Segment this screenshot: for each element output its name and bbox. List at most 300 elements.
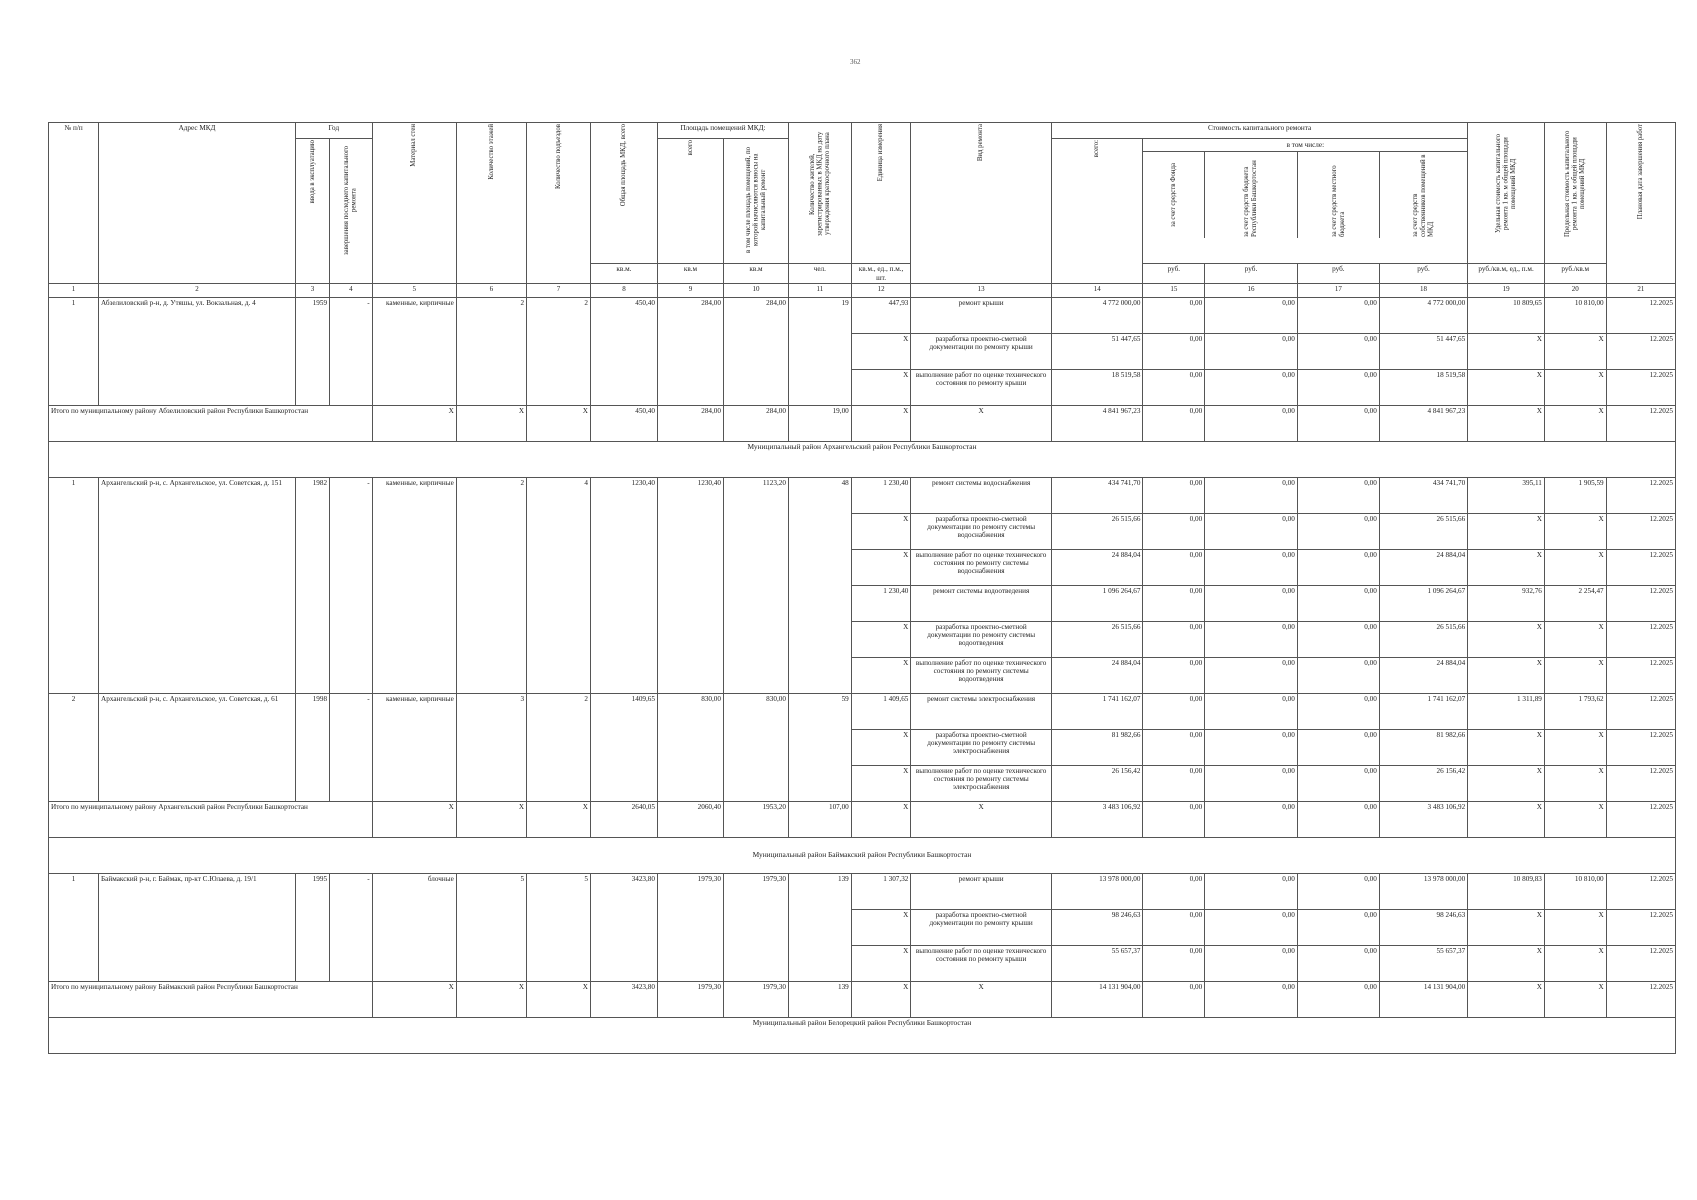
cell-premises-all: 830,00 [657,693,723,801]
cell-num: 1 [49,873,99,981]
total-row [49,981,1676,1017]
cell-unit-cost: X [1468,621,1545,657]
capital-repair-table [48,122,1676,1054]
cell-max-cost: 10 810,00 [1544,297,1606,333]
colnum: 2 [99,283,296,297]
cell-cost-local: 0,00 [1297,369,1379,405]
cell-unit-cost: 1 311,89 [1468,693,1545,729]
cell-cost-total: 18 519,58 [1051,369,1143,405]
cell-cost-total: 24 884,04 [1051,657,1143,693]
cell-last-repair: - [330,873,373,981]
section-row [49,441,1676,477]
cell-cost-fund: 0,00 [1143,585,1205,621]
cell-cost-fund: 0,00 [1143,657,1205,693]
cell-floors: 2 [456,477,526,693]
total-unit-cost: X [1468,981,1545,1017]
hdr-premises-all: всего [657,139,723,264]
hdr-floors: Количество этажей [456,123,526,284]
total-row [49,405,1676,441]
cell-cost-owners: 26 515,66 [1379,621,1467,657]
cell-plan-date: 12.2025 [1606,333,1675,369]
cell-cost-local: 0,00 [1297,693,1379,729]
cell-cost-owners: 18 519,58 [1379,369,1467,405]
hdr-unit: Единица измерения [851,123,911,264]
cell-unit-cost: 395,11 [1468,477,1545,513]
total-plan-date: 12.2025 [1606,981,1675,1017]
total-cost-owners: 14 131 904,00 [1379,981,1467,1017]
cell-floors: 3 [456,693,526,801]
unit-rub-15: руб. [1143,264,1205,284]
cell-cost-owners: 1 096 264,67 [1379,585,1467,621]
unit-rub-18: руб. [1379,264,1467,284]
unit-residents: чел. [788,264,851,284]
hdr-cost: Стоимость капитального ремонта [1051,123,1467,139]
cell-material: каменные, кирпичные [372,693,456,801]
cell-address: Абзелиловский р-н, д. Утяшы, ул. Вокзальная, д. 4 [99,297,296,405]
hdr-residents: Количество жителей, зарегистрированных в МКД на дату утверждения краткосрочного плана [788,123,851,264]
cell-unit-cost: 10 809,65 [1468,297,1545,333]
cell-cost-total: 4 772 000,00 [1051,297,1143,333]
hdr-premises-area: Площадь помещений МКД: [657,123,788,139]
cell-cost-total: 26 515,66 [1051,621,1143,657]
table-row [49,693,1676,729]
cell-cost-total: 434 741,70 [1051,477,1143,513]
colnum: 3 [296,283,330,297]
unit-20: руб./кв.м [1544,264,1606,284]
cell-cost-owners: 51 447,65 [1379,333,1467,369]
cell-cost-fund: 0,00 [1143,693,1205,729]
cell-cost-republic: 0,00 [1205,585,1298,621]
cell-num: 2 [49,693,99,801]
total-residents: 139 [788,981,851,1017]
cell-cost-owners: 434 741,70 [1379,477,1467,513]
cell-cost-local: 0,00 [1297,549,1379,585]
total-cost-total: 14 131 904,00 [1051,981,1143,1017]
cell-cost-owners: 13 978 000,00 [1379,873,1467,909]
cell-max-cost: X [1544,765,1606,801]
cell-premises-paying: 284,00 [723,297,788,405]
total-unit-cost: X [1468,801,1545,837]
cell-plan-date: 12.2025 [1606,297,1675,333]
total-entrances: X [527,405,591,441]
total-residents: 107,00 [788,801,851,837]
cell-cost-total: 26 156,42 [1051,765,1143,801]
cell-unit: X [851,369,911,405]
total-repair-type: X [911,405,1052,441]
cell-cost-republic: 0,00 [1205,765,1298,801]
cell-unit: X [851,513,911,549]
total-cost-local: 0,00 [1297,801,1379,837]
total-material: X [372,405,456,441]
cell-unit: X [851,945,911,981]
total-entrances: X [527,981,591,1017]
cell-plan-date: 12.2025 [1606,369,1675,405]
cell-num: 1 [49,477,99,693]
colnum: 6 [456,283,526,297]
total-premises-all: 284,00 [657,405,723,441]
page-number: 362 [850,58,861,66]
cell-entrances: 2 [527,693,591,801]
colnum: 7 [527,283,591,297]
cell-max-cost: 2 254,47 [1544,585,1606,621]
cell-cost-total: 1 741 162,07 [1051,693,1143,729]
cell-unit-cost: X [1468,369,1545,405]
cell-cost-local: 0,00 [1297,945,1379,981]
cell-cost-local: 0,00 [1297,297,1379,333]
cell-address: Архангельский р-н, с. Архангельское, ул. Советская, д. 151 [99,477,296,693]
total-cost-total: 4 841 967,23 [1051,405,1143,441]
hdr-cost-owners: за счет средств собственников помещений в МКД [1411,154,1435,237]
colnum: 11 [788,283,851,297]
cell-material: каменные, кирпичные [372,297,456,405]
cell-unit-cost: 10 809,83 [1468,873,1545,909]
cell-unit-cost: X [1468,765,1545,801]
cell-unit-cost: X [1468,945,1545,981]
cell-premises-paying: 830,00 [723,693,788,801]
cell-cost-fund: 0,00 [1143,873,1205,909]
total-label: Итого по муниципальному району Архангельский район Республики Башкортостан [49,801,373,837]
cell-cost-republic: 0,00 [1205,369,1298,405]
total-area: 2640,05 [590,801,657,837]
unit-rub-16: руб. [1205,264,1298,284]
cell-cost-local: 0,00 [1297,657,1379,693]
hdr-year-commission: ввода в эксплуатацию [296,139,330,284]
cell-cost-republic: 0,00 [1205,549,1298,585]
cell-cost-fund: 0,00 [1143,945,1205,981]
cell-cost-republic: 0,00 [1205,693,1298,729]
cell-entrances: 2 [527,297,591,405]
cell-max-cost: 1 905,59 [1544,477,1606,513]
section-row [49,837,1676,873]
table-row [49,477,1676,513]
cell-unit-cost: X [1468,549,1545,585]
section-title: Муниципальный район Белорецкий район Республики Башкортостан [49,1017,1676,1053]
total-residents: 19,00 [788,405,851,441]
cell-max-cost: X [1544,369,1606,405]
cell-repair-type: разработка проектно-сметной документации по ремонту системы электроснабжения [911,729,1052,765]
cell-cost-fund: 0,00 [1143,729,1205,765]
cell-unit: X [851,765,911,801]
cell-cost-republic: 0,00 [1205,513,1298,549]
cell-cost-republic: 0,00 [1205,297,1298,333]
cell-unit: X [851,909,911,945]
cell-entrances: 5 [527,873,591,981]
cell-premises-all: 1230,40 [657,477,723,693]
cell-material: каменные, кирпичные [372,477,456,693]
total-cost-owners: 4 841 967,23 [1379,405,1467,441]
hdr-num: № п/п [49,123,99,284]
colnum: 13 [911,283,1052,297]
cell-cost-local: 0,00 [1297,477,1379,513]
cell-cost-local: 0,00 [1297,873,1379,909]
cell-repair-type: ремонт системы водоснабжения [911,477,1052,513]
cell-max-cost: X [1544,909,1606,945]
cell-last-repair: - [330,297,373,405]
cell-max-cost: X [1544,945,1606,981]
cell-repair-type: выполнение работ по оценке технического состояния по ремонту крыши [911,945,1052,981]
cell-unit: X [851,621,911,657]
cell-cost-fund: 0,00 [1143,297,1205,333]
total-unit: X [851,981,911,1017]
cell-cost-total: 13 978 000,00 [1051,873,1143,909]
colnum: 19 [1468,283,1545,297]
hdr-year-last-repair: завершения последнего капитального ремонта [330,139,373,284]
cell-cost-fund: 0,00 [1143,513,1205,549]
cell-unit-cost: X [1468,513,1545,549]
cell-cost-total: 81 982,66 [1051,729,1143,765]
cell-unit: X [851,729,911,765]
cell-unit: 1 230,40 [851,477,911,513]
section-row [49,1017,1676,1053]
cell-max-cost: X [1544,621,1606,657]
cell-plan-date: 12.2025 [1606,657,1675,693]
cell-floors: 2 [456,297,526,405]
cell-cost-owners: 4 772 000,00 [1379,297,1467,333]
colnum: 4 [330,283,373,297]
cell-cost-republic: 0,00 [1205,909,1298,945]
total-max-cost: X [1544,405,1606,441]
total-unit: X [851,801,911,837]
cell-unit-cost: 932,76 [1468,585,1545,621]
cell-max-cost: X [1544,513,1606,549]
cell-repair-type: ремонт системы водоотведения [911,585,1052,621]
cell-address: Архангельский р-н, с. Архангельское, ул. Советская, д. 61 [99,693,296,801]
cell-plan-date: 12.2025 [1606,549,1675,585]
cell-premises-paying: 1979,30 [723,873,788,981]
unit-premises-paying: кв.м [723,264,788,284]
cell-cost-republic: 0,00 [1205,621,1298,657]
cell-cost-owners: 26 515,66 [1379,513,1467,549]
hdr-cost-fund: за счет средств Фонда [1143,152,1205,238]
cell-max-cost: X [1544,729,1606,765]
hdr-total-area: Общая площадь МКД, всего [590,123,657,264]
hdr-max-cost: Предельная стоимость капитального ремонта 1 кв. м общей площади помещений МКД [1544,123,1606,264]
cell-cost-owners: 26 156,42 [1379,765,1467,801]
cell-max-cost: 10 810,00 [1544,873,1606,909]
total-cost-republic: 0,00 [1205,405,1298,441]
hdr-cost-local: за счет средств местного бюджета [1298,152,1380,238]
cell-year: 1982 [296,477,330,693]
cell-cost-owners: 55 657,37 [1379,945,1467,981]
total-premises-all: 2060,40 [657,801,723,837]
cell-cost-fund: 0,00 [1143,477,1205,513]
total-floors: X [456,981,526,1017]
colnum: 20 [1544,283,1606,297]
total-cost-republic: 0,00 [1205,801,1298,837]
cell-max-cost: 1 793,62 [1544,693,1606,729]
cell-num: 1 [49,297,99,405]
colnum: 12 [851,283,911,297]
cell-repair-type: разработка проектно-сметной документации по ремонту системы водоотведения [911,621,1052,657]
cell-unit: X [851,549,911,585]
colnum: 18 [1379,283,1467,297]
cell-cost-local: 0,00 [1297,621,1379,657]
section-title: Муниципальный район Архангельский район Республики Башкортостан [49,441,1676,477]
total-area: 3423,80 [590,981,657,1017]
cell-unit: X [851,657,911,693]
cell-cost-owners: 98 246,63 [1379,909,1467,945]
total-cost-owners: 3 483 106,92 [1379,801,1467,837]
cell-plan-date: 12.2025 [1606,873,1675,909]
cell-premises-all: 284,00 [657,297,723,405]
cell-repair-type: выполнение работ по оценке технического состояния по ремонту системы водоотведения [911,657,1052,693]
cell-unit-cost: X [1468,333,1545,369]
total-floors: X [456,801,526,837]
cell-cost-republic: 0,00 [1205,945,1298,981]
colnum: 1 [49,283,99,297]
total-cost-fund: 0,00 [1143,405,1205,441]
unit-total-area: кв.м. [590,264,657,284]
cell-floors: 5 [456,873,526,981]
cell-cost-fund: 0,00 [1143,621,1205,657]
total-cost-local: 0,00 [1297,981,1379,1017]
total-cost-total: 3 483 106,92 [1051,801,1143,837]
colnum: 17 [1297,283,1379,297]
hdr-year: Год [296,123,373,139]
cell-cost-total: 98 246,63 [1051,909,1143,945]
cell-cost-fund: 0,00 [1143,549,1205,585]
total-premises-paying: 1979,30 [723,981,788,1017]
total-unit-cost: X [1468,405,1545,441]
total-plan-date: 12.2025 [1606,801,1675,837]
cell-year: 1959 [296,297,330,405]
cell-max-cost: X [1544,657,1606,693]
cell-cost-local: 0,00 [1297,729,1379,765]
cell-cost-local: 0,00 [1297,909,1379,945]
cell-repair-type: ремонт крыши [911,873,1052,909]
colnum: 5 [372,283,456,297]
cell-repair-type: выполнение работ по оценке технического состояния по ремонту крыши [911,369,1052,405]
cell-unit-cost: X [1468,657,1545,693]
cell-max-cost: X [1544,333,1606,369]
cell-cost-republic: 0,00 [1205,333,1298,369]
cell-cost-fund: 0,00 [1143,765,1205,801]
total-plan-date: 12.2025 [1606,405,1675,441]
cell-cost-republic: 0,00 [1205,729,1298,765]
total-material: X [372,981,456,1017]
cell-plan-date: 12.2025 [1606,693,1675,729]
unit-19: руб./кв.м, ед., п.м. [1468,264,1545,284]
cell-entrances: 4 [527,477,591,693]
cell-unit: 1 409,65 [851,693,911,729]
total-unit: X [851,405,911,441]
colnum: 21 [1606,283,1675,297]
column-numbers-row [49,283,1676,297]
cell-plan-date: 12.2025 [1606,513,1675,549]
cell-plan-date: 12.2025 [1606,729,1675,765]
cell-plan-date: 12.2025 [1606,945,1675,981]
cell-repair-type: выполнение работ по оценке технического состояния по ремонту системы электроснабжения [911,765,1052,801]
cell-repair-type: разработка проектно-сметной документации по ремонту крыши [911,333,1052,369]
total-repair-type: X [911,801,1052,837]
hdr-premises-paying: в том числе площадь помещений, по которой начисляются взносы на капитальный ремонт [723,139,788,264]
cell-material: блочные [372,873,456,981]
cell-unit: 1 307,32 [851,873,911,909]
cell-cost-fund: 0,00 [1143,369,1205,405]
cell-unit: 447,93 [851,297,911,333]
total-max-cost: X [1544,981,1606,1017]
cell-unit-cost: X [1468,729,1545,765]
cell-year: 1998 [296,693,330,801]
total-entrances: X [527,801,591,837]
cell-area: 3423,80 [590,873,657,981]
total-label: Итого по муниципальному району Абзелиловский район Республики Башкортостан [49,405,373,441]
unit-premises-all: кв.м [657,264,723,284]
cell-area: 450,40 [590,297,657,405]
cell-premises-paying: 1123,20 [723,477,788,693]
cell-unit: X [851,333,911,369]
cell-cost-total: 24 884,04 [1051,549,1143,585]
total-premises-all: 1979,30 [657,981,723,1017]
cell-last-repair: - [330,693,373,801]
cell-plan-date: 12.2025 [1606,621,1675,657]
colnum: 16 [1205,283,1298,297]
cell-max-cost: X [1544,549,1606,585]
cell-residents: 59 [788,693,851,801]
cell-plan-date: 12.2025 [1606,909,1675,945]
cell-cost-fund: 0,00 [1143,909,1205,945]
cell-cost-local: 0,00 [1297,513,1379,549]
colnum: 14 [1051,283,1143,297]
hdr-cost-split [1143,139,1468,264]
colnum: 8 [590,283,657,297]
unit-rub-17: руб. [1297,264,1379,284]
cell-repair-type: ремонт системы электроснабжения [911,693,1052,729]
total-row [49,801,1676,837]
cell-repair-type: ремонт крыши [911,297,1052,333]
cell-residents: 48 [788,477,851,693]
hdr-cost-republic: за счет средств бюджета Республики Башкортостан [1205,152,1298,238]
cell-cost-total: 51 447,65 [1051,333,1143,369]
colnum: 10 [723,283,788,297]
cell-residents: 19 [788,297,851,405]
colnum: 9 [657,283,723,297]
cell-cost-total: 55 657,37 [1051,945,1143,981]
cell-year: 1995 [296,873,330,981]
cell-unit: 1 230,40 [851,585,911,621]
cell-cost-local: 0,00 [1297,765,1379,801]
hdr-plan-date: Плановая дата завершения работ [1606,123,1675,284]
total-premises-paying: 284,00 [723,405,788,441]
colnum: 15 [1143,283,1205,297]
total-cost-republic: 0,00 [1205,981,1298,1017]
cell-cost-local: 0,00 [1297,333,1379,369]
hdr-cost-incl: в том числе: [1143,139,1467,152]
total-label: Итого по муниципальному району Баймакский район Республики Башкортостан [49,981,373,1017]
cell-cost-owners: 81 982,66 [1379,729,1467,765]
cell-cost-local: 0,00 [1297,585,1379,621]
section-title: Муниципальный район Баймакский район Республики Башкортостан [49,837,1676,873]
cell-cost-fund: 0,00 [1143,333,1205,369]
hdr-address: Адрес МКД [99,123,296,284]
cell-cost-republic: 0,00 [1205,657,1298,693]
hdr-unit-cost: Удельная стоимость капитального ремонта 1 кв. м общей площади помещений МКД [1468,123,1545,264]
cell-cost-republic: 0,00 [1205,873,1298,909]
cell-cost-owners: 24 884,04 [1379,657,1467,693]
unit-unit: кв.м., ед., п.м., шт. [851,264,911,284]
total-cost-fund: 0,00 [1143,981,1205,1017]
hdr-repair-type: Вид ремонта [911,123,1052,284]
cell-area: 1409,65 [590,693,657,801]
cell-unit-cost: X [1468,909,1545,945]
hdr-entrances: Количество подъездов [527,123,591,284]
hdr-cost-total: всего: [1051,139,1143,284]
cell-repair-type: разработка проектно-сметной документации по ремонту системы водоснабжения [911,513,1052,549]
cell-cost-owners: 1 741 162,07 [1379,693,1467,729]
table-row [49,873,1676,909]
total-cost-local: 0,00 [1297,405,1379,441]
total-cost-fund: 0,00 [1143,801,1205,837]
